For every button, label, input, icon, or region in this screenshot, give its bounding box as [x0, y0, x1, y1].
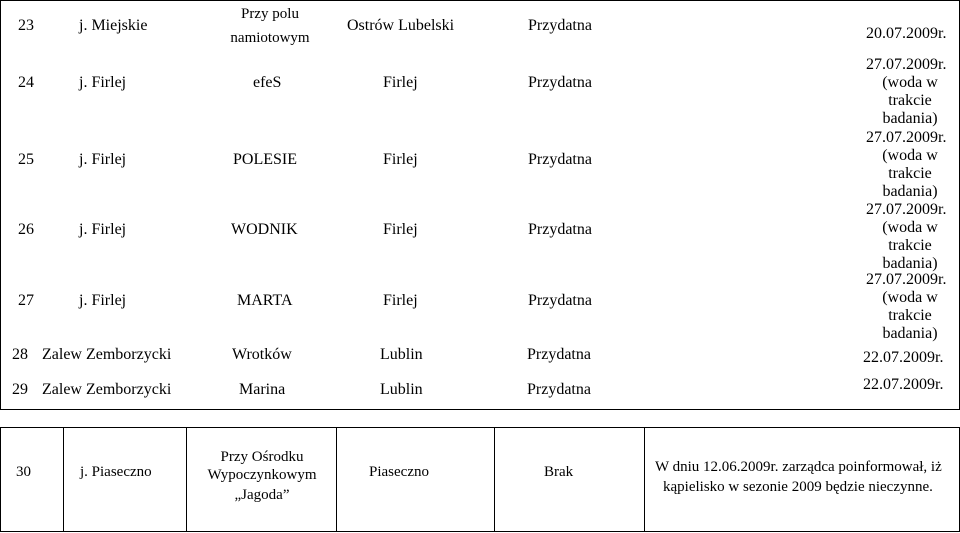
row-location: j. Firlej	[79, 292, 127, 309]
row-place-line1: Przy polu	[241, 6, 299, 22]
row-note-line1: (woda w	[882, 289, 938, 306]
table2-border-left	[0, 427, 1, 532]
row-place: MARTA	[237, 292, 293, 309]
table2-divider-5	[644, 427, 645, 532]
row-municipality: Lublin	[380, 381, 423, 398]
row-number: 23	[18, 17, 34, 34]
row-status: Przydatna	[528, 74, 592, 91]
row-number: 24	[18, 74, 34, 91]
row-municipality: Firlej	[383, 74, 418, 91]
row-municipality: Piaseczno	[369, 464, 429, 480]
row-status: Przydatna	[528, 17, 592, 34]
row-place-line3: „Jagoda”	[234, 487, 290, 503]
row-note-line1: (woda w	[882, 74, 938, 91]
table2-divider-1	[63, 427, 64, 532]
row-status: Przydatna	[527, 346, 591, 363]
row-date: 22.07.2009r.	[863, 349, 944, 366]
row-location: j. Firlej	[79, 74, 127, 91]
row-municipality: Firlej	[383, 221, 418, 238]
row-location: j. Piaseczno	[80, 464, 152, 480]
row-location: j. Miejskie	[79, 17, 148, 34]
row-note-line2: trakcie	[888, 237, 932, 254]
row-status: Przydatna	[528, 221, 592, 238]
row-note-line2: trakcie	[888, 165, 932, 182]
table-border-top	[0, 0, 960, 1]
row-number: 28	[12, 346, 28, 363]
row-number: 29	[12, 381, 28, 398]
table-border-left	[0, 0, 1, 410]
table2-divider-4	[494, 427, 495, 532]
row-municipality: Firlej	[383, 151, 418, 168]
row-municipality: Ostrów Lubelski	[347, 17, 455, 34]
row-status: Przydatna	[528, 292, 592, 309]
row-place: Marina	[239, 381, 286, 398]
row-date: 20.07.2009r.	[866, 25, 947, 42]
row-municipality: Lublin	[380, 346, 423, 363]
table-border-bottom	[0, 409, 960, 410]
row-status: Brak	[544, 464, 574, 480]
row-date: 22.07.2009r.	[863, 376, 944, 393]
row-status: Przydatna	[527, 381, 591, 398]
row-status: Przydatna	[528, 151, 592, 168]
row-place: Wrotków	[232, 346, 292, 363]
row-note-line3: badania)	[882, 183, 938, 200]
row-place-line2: namiotowym	[230, 30, 310, 46]
row-place: POLESIE	[233, 151, 297, 168]
row-municipality: Firlej	[383, 292, 418, 309]
row-date: 27.07.2009r.	[866, 201, 947, 218]
row-place-line2: Wypoczynkowym	[207, 467, 317, 483]
table2-divider-3	[336, 427, 337, 532]
row-note-line1: W dniu 12.06.2009r. zarządca poinformował, iż	[655, 459, 942, 475]
row-note-line1: (woda w	[882, 147, 938, 164]
row-date: 27.07.2009r.	[866, 129, 947, 146]
table2-divider-2	[186, 427, 187, 532]
row-note-line3: badania)	[882, 255, 938, 272]
row-date: 27.07.2009r.	[866, 271, 947, 288]
row-location: Zalew Zemborzycki	[42, 346, 172, 363]
row-number: 25	[18, 151, 34, 168]
row-note-line2: trakcie	[888, 307, 932, 324]
table2-border-top	[0, 427, 960, 428]
row-location: Zalew Zemborzycki	[42, 381, 172, 398]
row-date: 27.07.2009r.	[866, 56, 947, 73]
row-note-line3: badania)	[882, 110, 938, 127]
row-note-line1: (woda w	[882, 219, 938, 236]
row-location: j. Firlej	[79, 221, 127, 238]
row-note-line2: trakcie	[888, 92, 932, 109]
row-place: WODNIK	[231, 221, 298, 238]
row-place-line1: Przy Ośrodku	[220, 449, 304, 465]
row-number: 30	[16, 464, 31, 480]
row-number: 27	[18, 292, 34, 309]
table2-border-bottom	[0, 531, 960, 532]
row-note-line2: kąpielisko w sezonie 2009 będzie nieczynne.	[663, 479, 933, 495]
row-location: j. Firlej	[79, 151, 127, 168]
row-place: efeS	[253, 74, 282, 91]
row-number: 26	[18, 221, 34, 238]
row-note-line3: badania)	[882, 325, 938, 342]
